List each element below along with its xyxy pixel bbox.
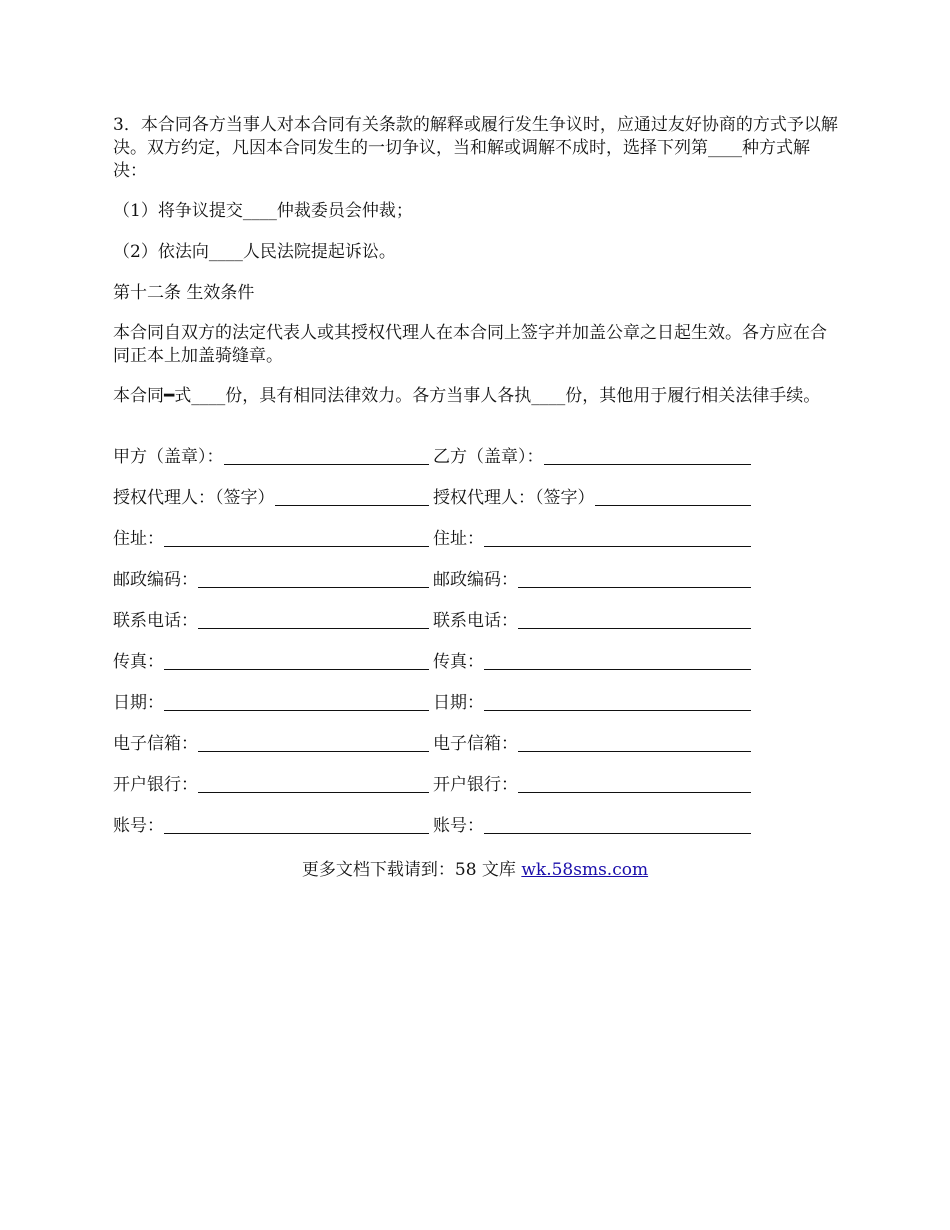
article-heading: 第十二条 生效条件 [113, 283, 255, 303]
field-label: 授权代理人：（签字） [433, 488, 595, 508]
field-label: 日期： [113, 693, 164, 713]
field-label: 传真： [113, 652, 164, 672]
party-a-field [113, 487, 429, 510]
party-b-field [433, 528, 751, 551]
field-label: 日期： [433, 693, 484, 713]
blank-line [198, 750, 429, 752]
field-label: 住址： [113, 529, 164, 549]
party-a-field [113, 528, 429, 551]
party-b-field [433, 651, 751, 674]
signature-row [113, 815, 753, 838]
dispute-resolution-clause: 3．本合同各方当事人对本合同有关条款的解释或履行发生争议时，应通过友好协商的方式予以解决。双方约定，凡因本合同发生的一切争议，当和解或调解不成时，选择下列第____种方式解决： [113, 115, 838, 181]
party-b-field [433, 815, 751, 838]
blank-line [544, 463, 752, 465]
party-b-field [433, 487, 751, 510]
blank-line [164, 668, 429, 670]
party-a-field [113, 774, 429, 797]
blank-line [484, 709, 751, 711]
field-label: 账号： [433, 816, 484, 836]
field-label: 邮政编码： [113, 570, 198, 590]
blank-line [518, 586, 751, 588]
party-a-field [113, 569, 429, 592]
field-label: 邮政编码： [433, 570, 518, 590]
field-label: 电子信箱： [433, 734, 518, 754]
party-a-field [113, 692, 429, 715]
signature-row [113, 446, 753, 469]
blank-line [518, 750, 751, 752]
blank-line [518, 791, 751, 793]
party-b-field [433, 610, 751, 633]
arbitration-option: （1）将争议提交____仲裁委员会仲裁； [113, 201, 413, 221]
blank-line [484, 668, 751, 670]
blank-line [518, 627, 751, 629]
field-label: 住址： [433, 529, 484, 549]
blank-line [595, 504, 752, 506]
signature-row [113, 487, 753, 510]
field-label: 传真： [433, 652, 484, 672]
party-b-field [433, 569, 751, 592]
blank-line [164, 545, 429, 547]
blank-line [224, 463, 430, 465]
copies-clause: 本合同━式____份，具有相同法律效力。各方当事人各执____份，其他用于履行相关法律手续。 [113, 386, 821, 406]
signature-row [113, 528, 753, 551]
field-label: 授权代理人：（签字） [113, 488, 275, 508]
effectiveness-clause: 本合同自双方的法定代表人或其授权代理人在本合同上签字并加盖公章之日起生效。各方应在合同正本上加盖骑缝章。 [113, 323, 827, 366]
blank-line [275, 504, 430, 506]
signature-row [113, 774, 753, 797]
signature-row [113, 692, 753, 715]
signature-row [113, 651, 753, 674]
party-a-field [113, 651, 429, 674]
party-a-field [113, 733, 429, 756]
field-label: 电子信箱： [113, 734, 198, 754]
party-a-field [113, 610, 429, 633]
field-label: 联系电话： [113, 611, 198, 631]
party-b-field [433, 692, 751, 715]
blank-line [484, 832, 751, 834]
footer-link[interactable]: wk.58sms.com [521, 860, 649, 880]
signature-row [113, 610, 753, 633]
blank-line [164, 709, 429, 711]
blank-line [198, 627, 429, 629]
litigation-option: （2）依法向____人民法院提起诉讼。 [113, 242, 396, 262]
party-a-field [113, 815, 429, 838]
download-footer [0, 859, 950, 882]
blank-line [484, 545, 751, 547]
footer-text: 更多文档下载请到：58 文库 [301, 860, 522, 880]
party-b-field [433, 774, 751, 797]
field-label: 开户银行： [113, 775, 198, 795]
field-label: 甲方（盖章）： [113, 447, 224, 467]
field-label: 乙方（盖章）： [433, 447, 544, 467]
field-label: 账号： [113, 816, 164, 836]
field-label: 开户银行： [433, 775, 518, 795]
party-b-field [433, 733, 751, 756]
blank-line [164, 832, 429, 834]
signature-row [113, 569, 753, 592]
field-label: 联系电话： [433, 611, 518, 631]
party-b-field [433, 446, 751, 469]
party-a-field [113, 446, 429, 469]
signature-row [113, 733, 753, 756]
blank-line [198, 586, 429, 588]
blank-line [198, 791, 429, 793]
